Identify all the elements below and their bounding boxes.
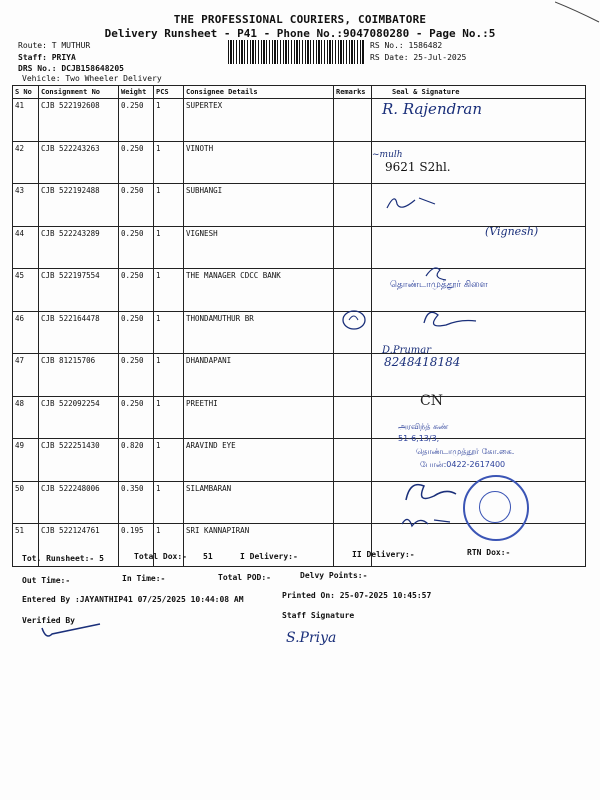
cell-consignee: THONDAMUTHUR BR — [184, 311, 334, 354]
signature-45-scribble — [422, 262, 452, 282]
cell-pcs: 1 — [154, 481, 184, 524]
total-pod: Total POD:- — [218, 573, 271, 582]
cell-signature — [372, 226, 586, 269]
signature-46-circle — [340, 308, 370, 332]
cell-sno: 44 — [13, 226, 39, 269]
cell-weight: 0.250 — [119, 141, 154, 184]
cell-consignee: PREETHI — [184, 396, 334, 439]
table-row — [13, 141, 586, 184]
cell-sno: 45 — [13, 269, 39, 312]
cell-pcs: 1 — [154, 439, 184, 482]
cell-consignee: DHANDAPANI — [184, 354, 334, 397]
rs-no: RS No.: 1586482 — [370, 41, 443, 50]
cell-remarks — [334, 481, 372, 524]
runsheet-subtitle: Delivery Runsheet - P41 - Phone No.:9047080280 - Page No.:5 — [104, 27, 496, 40]
cell-consignee: ARAVIND EYE — [184, 439, 334, 482]
col-remarks: Remarks — [334, 86, 372, 99]
table-row — [13, 269, 586, 312]
cell-remarks — [334, 226, 372, 269]
cell-remarks — [334, 524, 372, 567]
office-seal-inner — [479, 491, 511, 523]
cell-consignee: SUBHANGI — [184, 184, 334, 227]
ii-delivery: II Delivery:- — [352, 550, 415, 559]
staff-label: Staff: PRIYA — [18, 53, 76, 62]
stamp-49-line2: 51-6,13/3, — [398, 434, 440, 443]
cell-pcs: 1 — [154, 141, 184, 184]
stamp-49-line1: அரவிந்த் கண் — [398, 422, 449, 431]
cell-sno: 41 — [13, 99, 39, 142]
col-weight: Weight — [119, 86, 154, 99]
cell-sno: 50 — [13, 481, 39, 524]
cell-pcs: 1 — [154, 99, 184, 142]
rs-date: RS Date: 25-Jul-2025 — [370, 53, 467, 62]
i-delivery: I Delivery:- — [240, 552, 298, 561]
table-header — [13, 86, 586, 99]
cell-pcs: 1 — [154, 354, 184, 397]
col-signature: Seal & Signature — [372, 86, 586, 99]
delvy-points: Delvy Points:- — [300, 571, 368, 580]
signature-50 — [400, 478, 460, 508]
cell-weight: 0.195 — [119, 524, 154, 567]
cell-sno: 51 — [13, 524, 39, 567]
col-consignee: Consignee Details — [184, 86, 334, 99]
cell-remarks — [334, 184, 372, 227]
signature-44: (Vignesh) — [485, 225, 539, 238]
cell-consignee: SRI KANNAPIRAN — [184, 524, 334, 567]
rtn-dox: RTN Dox:- — [467, 548, 511, 557]
signature-51 — [398, 510, 458, 532]
verified-by: Verified By — [22, 616, 75, 625]
cell-weight: 0.250 — [119, 269, 154, 312]
cell-remarks — [334, 439, 372, 482]
col-sno: S No — [13, 86, 39, 99]
drs-label: DRS No.: DCJB158648205 — [18, 64, 124, 73]
signature-42-b: 9621 S2hl. — [385, 160, 451, 174]
signature-48: CN — [420, 393, 443, 409]
cell-pcs: 1 — [154, 524, 184, 567]
cell-sno: 43 — [13, 184, 39, 227]
cell-sno: 49 — [13, 439, 39, 482]
entered-by: Entered By :JAYANTHIP41 07/25/2025 10:44:08 AM — [22, 595, 244, 604]
cell-consignee: VIGNESH — [184, 226, 334, 269]
cell-remarks — [334, 99, 372, 142]
total-dox: Total Dox:- — [134, 552, 187, 561]
office-seal — [463, 475, 529, 541]
table-row — [13, 99, 586, 142]
table-row — [13, 354, 586, 397]
cell-signature — [372, 396, 586, 439]
signature-43 — [385, 190, 445, 215]
stamp-49-line4: போன்:0422-2617400 — [420, 460, 506, 469]
cell-pcs: 1 — [154, 184, 184, 227]
vehicle-label: Vehicle: Two Wheeler Delivery — [22, 74, 162, 83]
signature-46 — [420, 305, 480, 335]
cell-consignee: VINOTH — [184, 141, 334, 184]
staff-signature: S.Priya — [286, 630, 337, 646]
cell-pcs: 1 — [154, 269, 184, 312]
table-row — [13, 396, 586, 439]
cell-remarks — [334, 354, 372, 397]
total-dox-value: 51 — [203, 552, 213, 561]
cell-consignment-no: CJB 522197554 — [39, 269, 119, 312]
cell-sno: 47 — [13, 354, 39, 397]
cell-weight: 0.250 — [119, 184, 154, 227]
cell-remarks — [334, 396, 372, 439]
col-consignment: Consignment No — [39, 86, 119, 99]
cell-consignment-no: CJB 522164478 — [39, 311, 119, 354]
cell-sno: 48 — [13, 396, 39, 439]
tot-runsheet: Tot. Runsheet:- 5 — [22, 554, 104, 563]
signature-47-b: 8248418184 — [384, 355, 461, 369]
signature-42-a: ~mulh — [372, 150, 403, 160]
cell-weight: 0.250 — [119, 99, 154, 142]
cell-consignment-no: CJB 522243263 — [39, 141, 119, 184]
barcode — [228, 40, 365, 64]
cell-consignment-no: CJB 522248006 — [39, 481, 119, 524]
cell-weight: 0.350 — [119, 481, 154, 524]
company-title: THE PROFESSIONAL COURIERS, COIMBATORE — [173, 13, 427, 26]
stamp-49-line3: தொண்டாமுத்தூர் கோ.கை. — [416, 447, 515, 456]
in-time: In Time:- — [122, 574, 166, 583]
verified-signature — [40, 620, 110, 642]
cell-sno: 42 — [13, 141, 39, 184]
cell-consignment-no: CJB 81215706 — [39, 354, 119, 397]
printed-on: Printed On: 25-07-2025 10:45:57 — [282, 591, 432, 600]
table-row — [13, 311, 586, 354]
cell-weight: 0.820 — [119, 439, 154, 482]
cell-weight: 0.250 — [119, 311, 154, 354]
cell-weight: 0.250 — [119, 354, 154, 397]
col-pcs: PCS — [154, 86, 184, 99]
cell-consignee: THE MANAGER CDCC BANK — [184, 269, 334, 312]
route-label: Route: T MUTHUR — [18, 41, 91, 50]
table-row — [13, 184, 586, 227]
cell-consignment-no: CJB 522192488 — [39, 184, 119, 227]
cell-pcs: 1 — [154, 311, 184, 354]
cell-remarks — [334, 141, 372, 184]
cell-consignment-no: CJB 522124761 — [39, 524, 119, 567]
cell-consignment-no: CJB 522243289 — [39, 226, 119, 269]
cell-pcs: 1 — [154, 226, 184, 269]
cell-consignment-no: CJB 522092254 — [39, 396, 119, 439]
out-time: Out Time:- — [22, 576, 71, 585]
corner-mark — [555, 0, 600, 25]
signature-45-text: தொண்டாமுத்தூர் கிளை — [390, 280, 488, 290]
cell-consignment-no: CJB 522192608 — [39, 99, 119, 142]
cell-pcs: 1 — [154, 396, 184, 439]
cell-weight: 0.250 — [119, 396, 154, 439]
signature-47-a: D.Prumar — [382, 345, 432, 356]
cell-remarks — [334, 269, 372, 312]
cell-sno: 46 — [13, 311, 39, 354]
cell-consignee: SILAMBARAN — [184, 481, 334, 524]
cell-weight: 0.250 — [119, 226, 154, 269]
staff-signature-label: Staff Signature — [282, 611, 355, 620]
cell-consignee: SUPERTEX — [184, 99, 334, 142]
cell-consignment-no: CJB 522251430 — [39, 439, 119, 482]
signature-41: R. Rajendran — [382, 100, 482, 118]
